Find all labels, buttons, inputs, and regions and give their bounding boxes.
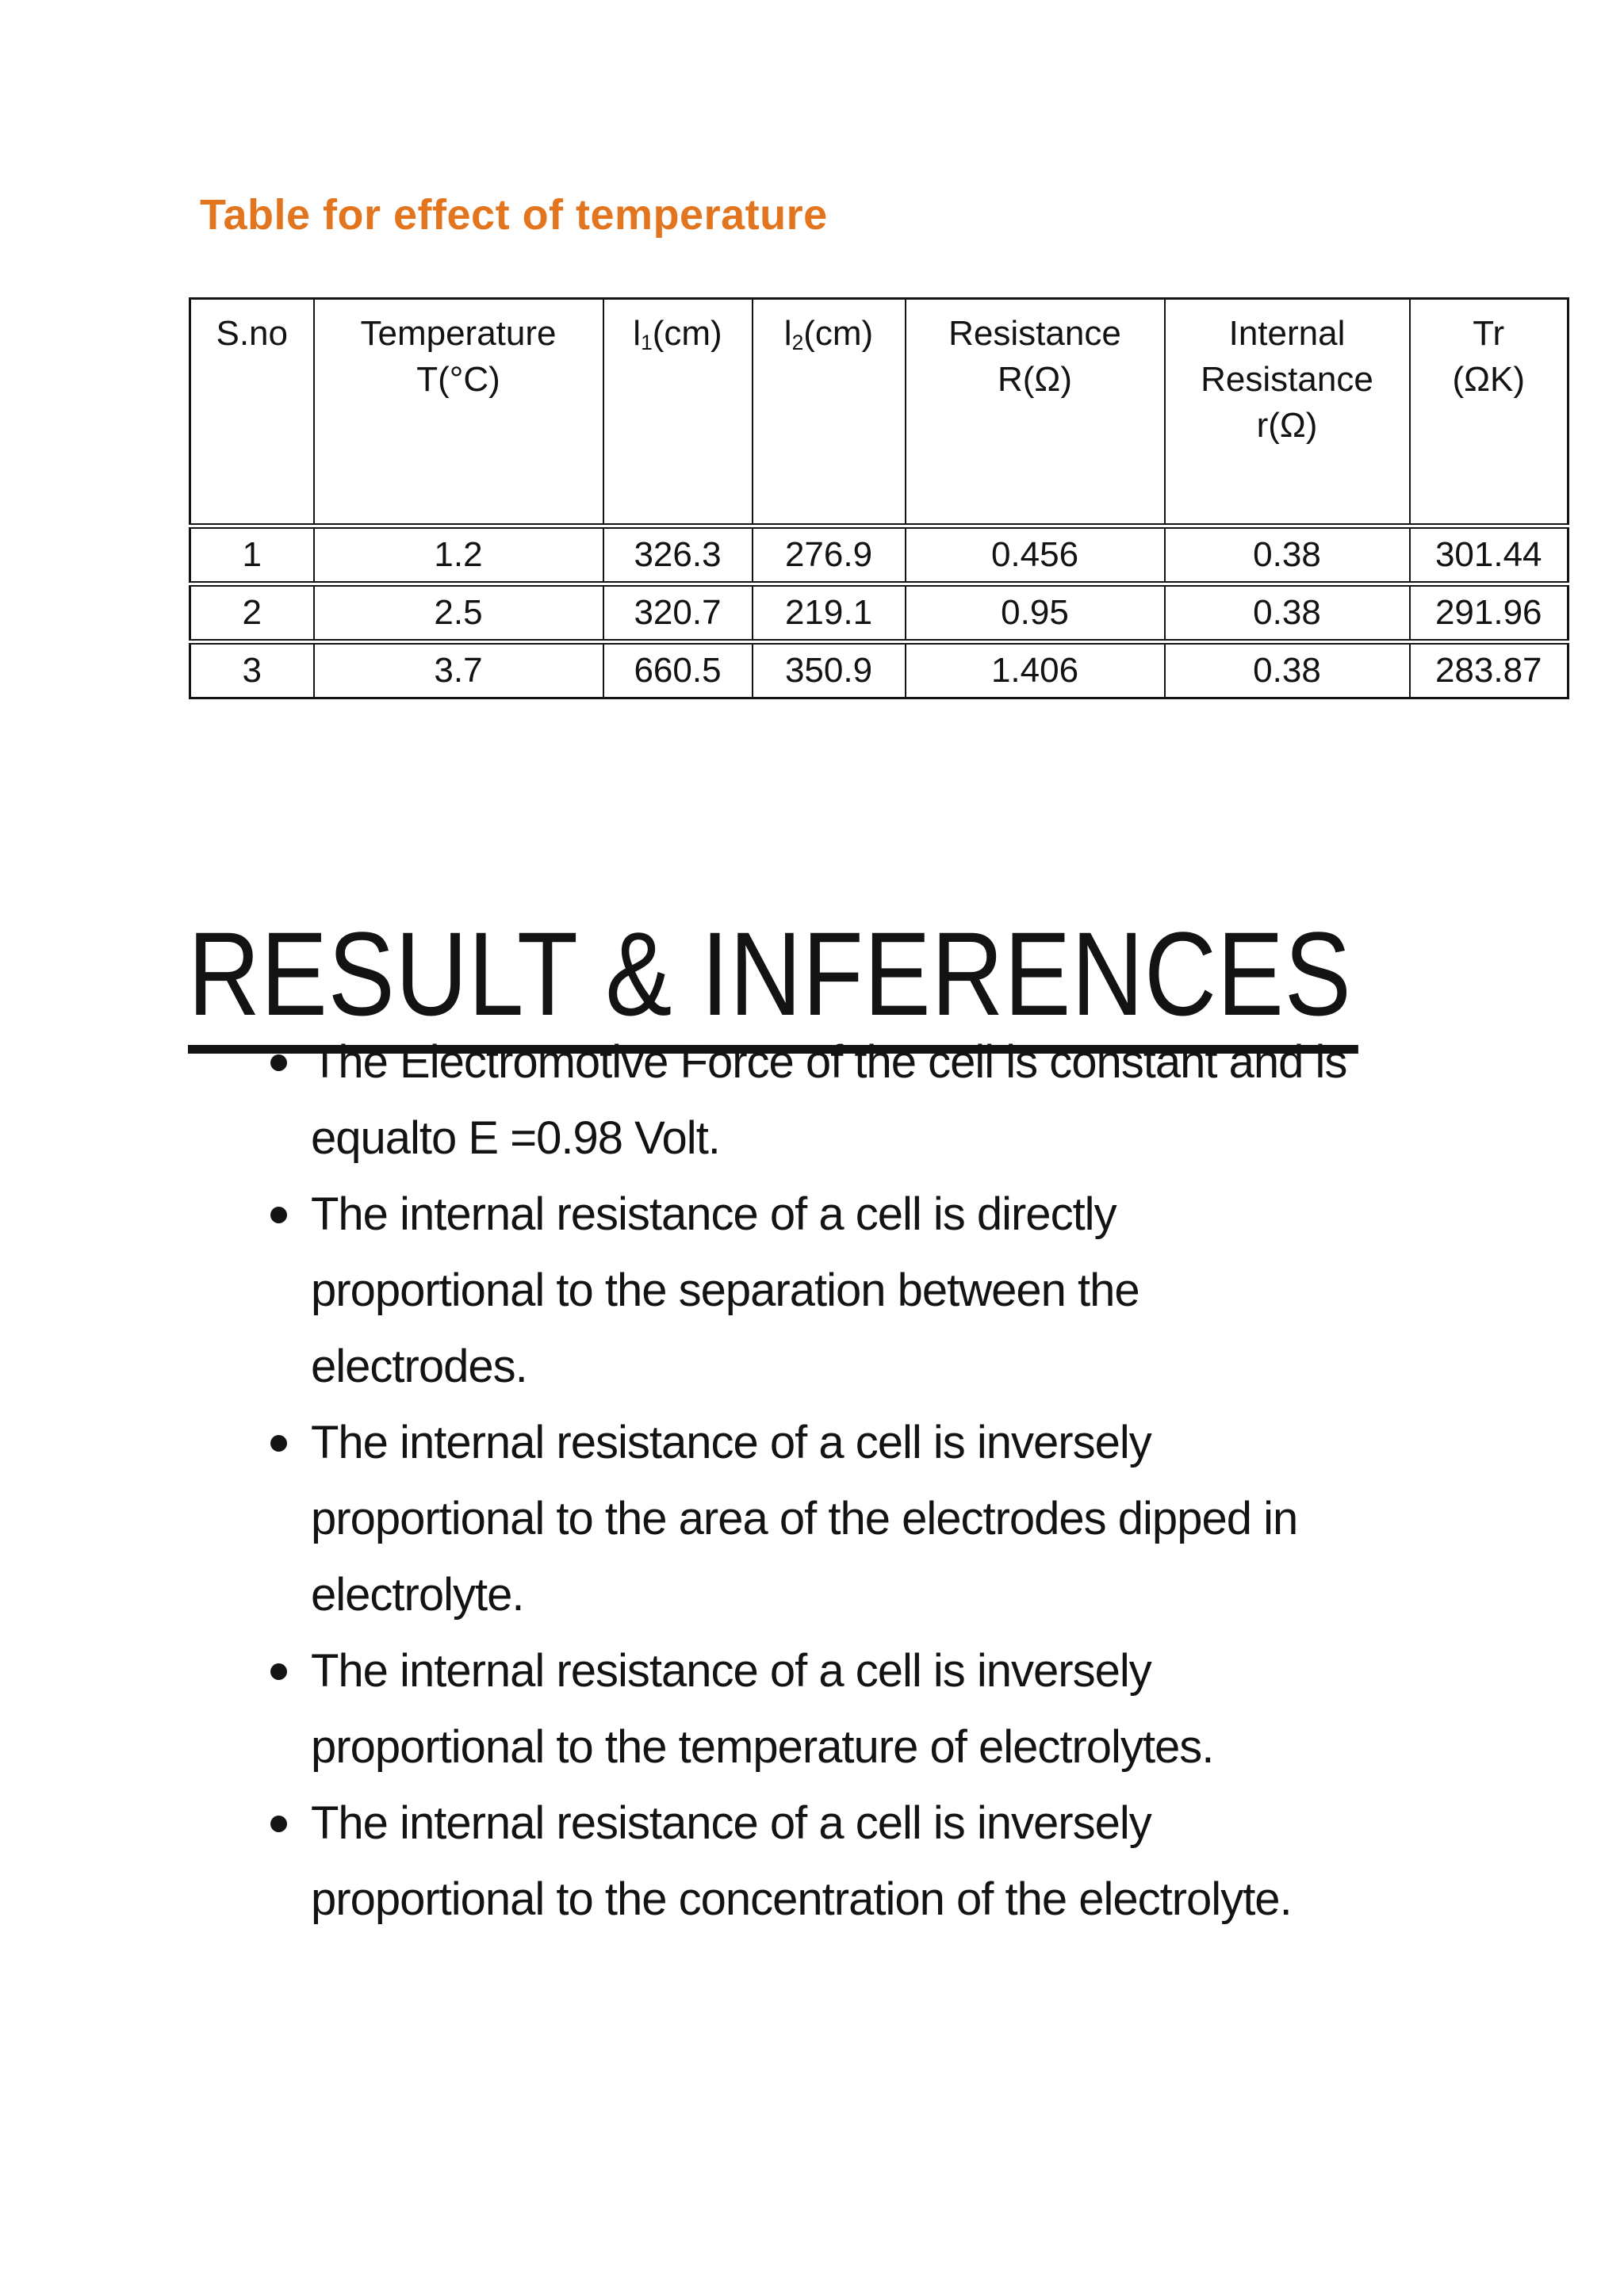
bullet-icon [270, 1054, 287, 1071]
table-cell: 660.5 [603, 642, 753, 698]
table-cell: 291.96 [1410, 584, 1568, 642]
list-item [270, 1405, 1428, 1633]
col-header-sno: S.no [190, 299, 314, 526]
table-row [190, 584, 1568, 642]
table-cell: 283.87 [1410, 642, 1568, 698]
list-item [270, 1785, 1428, 1938]
temperature-effect-table [189, 297, 1569, 699]
table-cell: 0.38 [1165, 584, 1410, 642]
table-cell: 3.7 [314, 642, 603, 698]
table-cell: 0.95 [906, 584, 1165, 642]
table-row [190, 642, 1568, 698]
table-cell: 2.5 [314, 584, 603, 642]
table-cell: 320.7 [603, 584, 753, 642]
col-header-resistance: Resistance R(Ω) [906, 299, 1165, 526]
table-cell: 350.9 [753, 642, 906, 698]
table-row [190, 526, 1568, 584]
list-item [270, 1633, 1428, 1785]
table-cell: 219.1 [753, 584, 906, 642]
table-cell: 1.406 [906, 642, 1165, 698]
inference-text: The Electromotive Force of the cell is constant and is equalto E =0.98 Volt. [311, 1036, 1347, 1164]
bullet-icon [270, 1207, 287, 1223]
inference-text: The internal resistance of a cell is inversely proportional to the temperature of electrolytes. [311, 1645, 1214, 1773]
list-item [270, 1177, 1428, 1405]
inference-text: The internal resistance of a cell is directly proportional to the separation between the electrodes. [311, 1188, 1139, 1392]
table-cell: 0.456 [906, 526, 1165, 584]
col-header-temperature: Temperature T(°C) [314, 299, 603, 526]
col-header-l1: l1(cm) [603, 299, 753, 526]
table-cell: 0.38 [1165, 642, 1410, 698]
table-cell: 301.44 [1410, 526, 1568, 584]
inference-text: The internal resistance of a cell is inversely proportional to the concentration of the electrolyte. [311, 1797, 1292, 1925]
table-cell: 276.9 [753, 526, 906, 584]
bullet-icon [270, 1435, 287, 1452]
col-header-tr: Tr (ΩK) [1410, 299, 1568, 526]
table-section-title: Table for effect of temperature [200, 191, 828, 239]
list-item [270, 1024, 1428, 1177]
table-header-row [190, 299, 1568, 526]
table-cell: 2 [190, 584, 314, 642]
col-header-internal-resistance: Internal Resistance r(Ω) [1165, 299, 1410, 526]
table-cell: 3 [190, 642, 314, 698]
table-cell: 326.3 [603, 526, 753, 584]
inference-list [270, 1024, 1428, 1938]
table-cell: 0.38 [1165, 526, 1410, 584]
table-cell: 1.2 [314, 526, 603, 584]
result-heading-text: RESULT & INFERENCES [188, 912, 1358, 1054]
table-cell: 1 [190, 526, 314, 584]
col-header-l2: l2(cm) [753, 299, 906, 526]
bullet-icon [270, 1663, 287, 1680]
inference-text: The internal resistance of a cell is inversely proportional to the area of the electrodes dipped in electrolyte. [311, 1417, 1298, 1621]
bullet-icon [270, 1816, 287, 1832]
